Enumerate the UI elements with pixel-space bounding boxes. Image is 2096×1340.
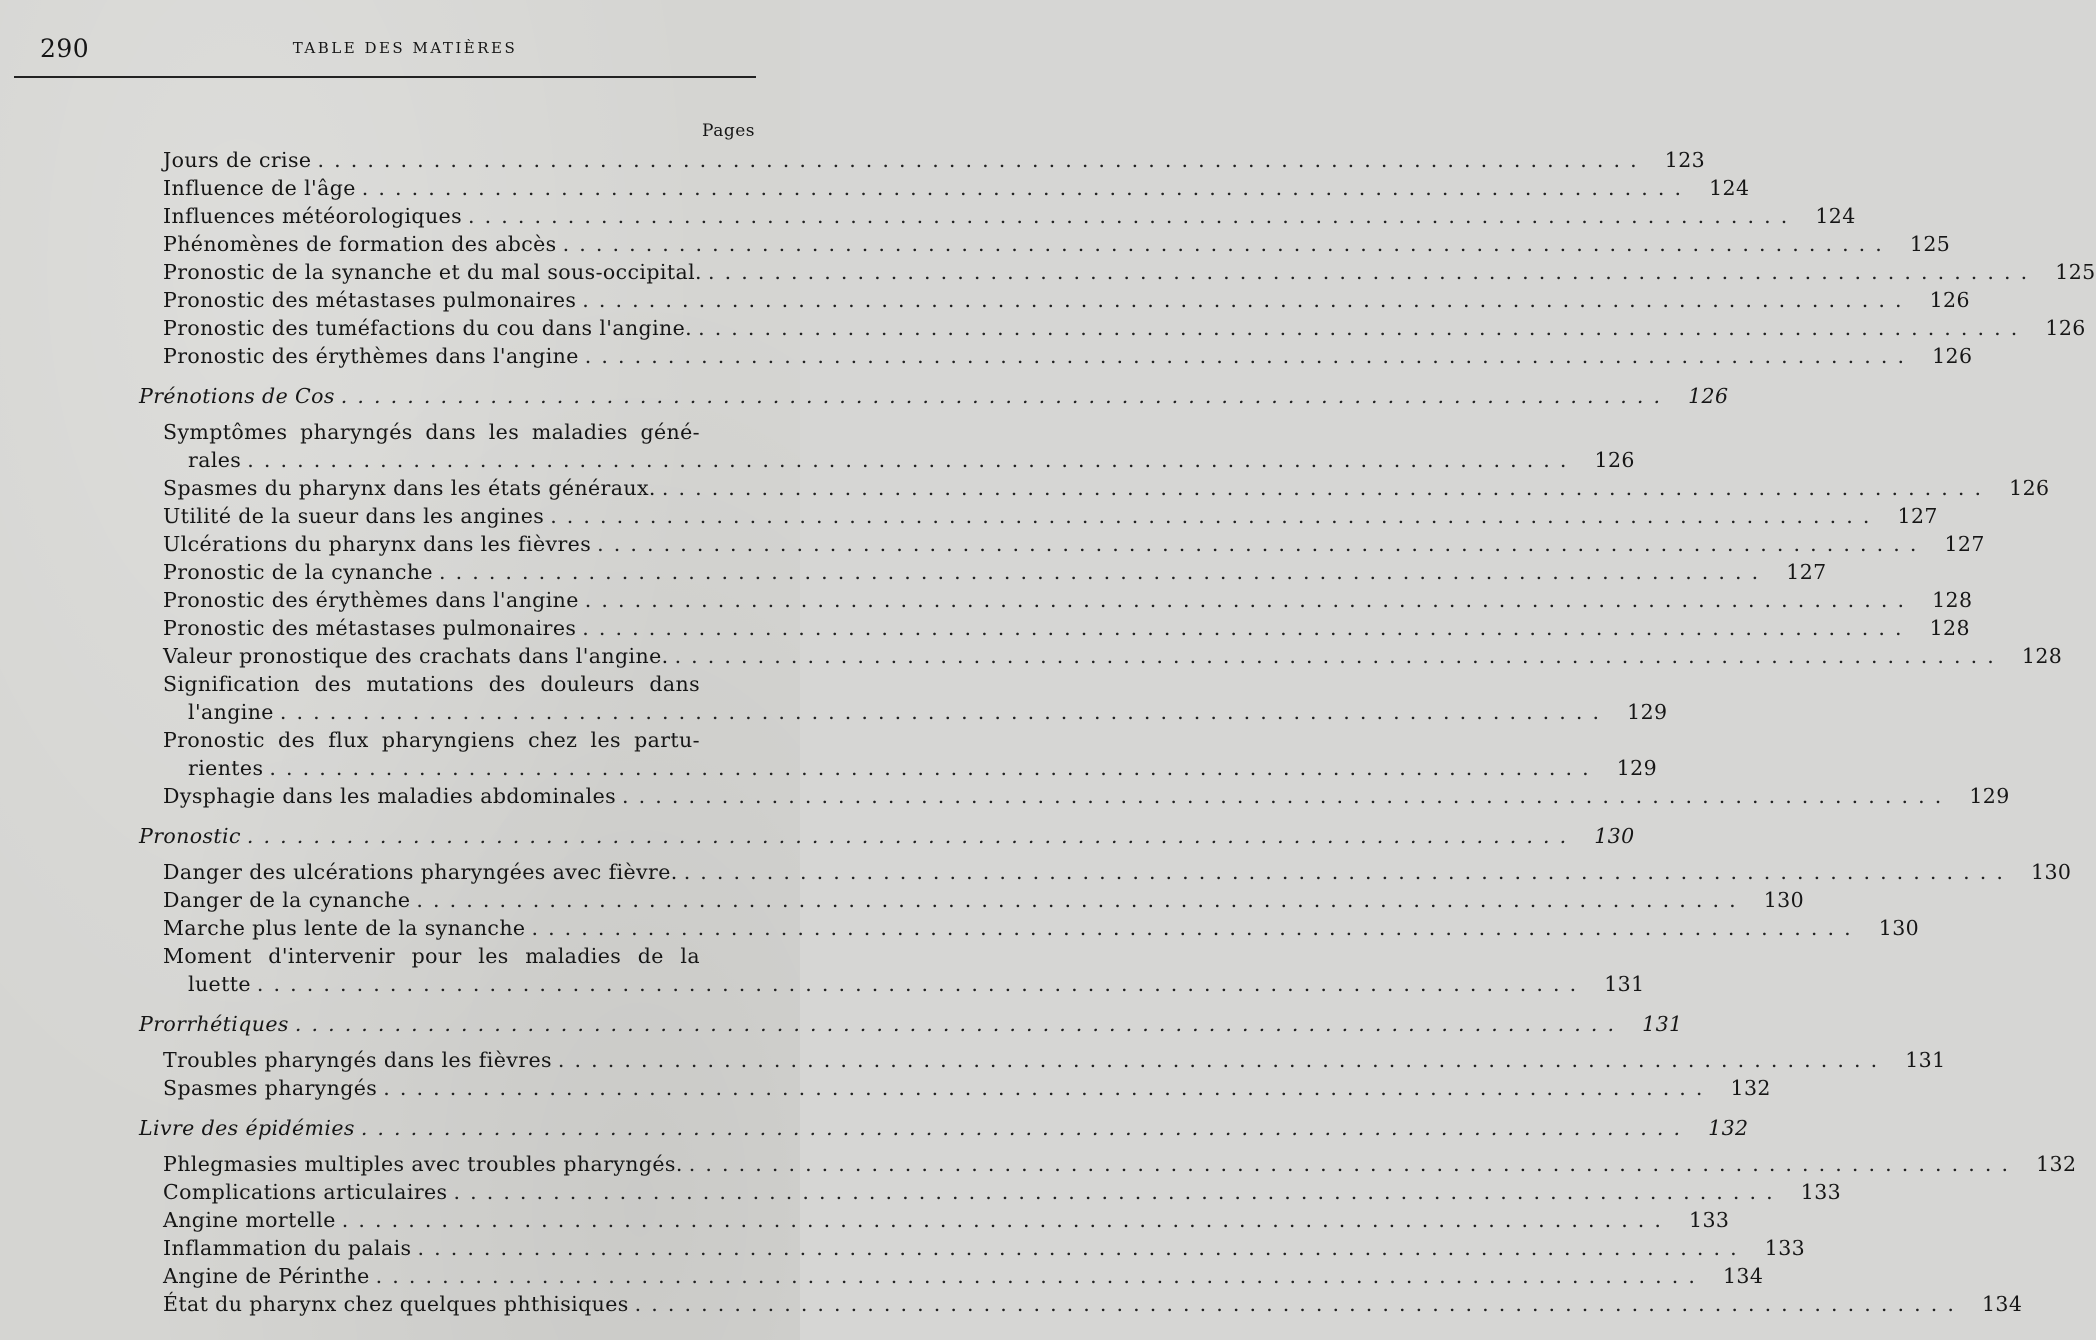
dot-leader: ................................................................................ <box>417 1236 1747 1260</box>
toc-entry <box>163 474 2050 502</box>
dot-leader: ................................................................................ <box>622 784 1952 808</box>
toc-entry-title: Livre des épidémies <box>139 1116 355 1140</box>
toc-line <box>163 174 1750 202</box>
toc-entry-title: Pronostic de la cynanche <box>163 560 433 584</box>
toc-line <box>163 202 1856 230</box>
dot-leader: ................................................................................ <box>341 1208 1672 1232</box>
toc-entry-first-line <box>163 670 757 698</box>
toc-entry <box>163 502 1938 530</box>
toc-entry-first-line <box>163 726 757 754</box>
dot-leader: ................................................................................ <box>562 232 1892 256</box>
toc-section-entry <box>139 382 1729 410</box>
toc-entry <box>163 1046 1946 1074</box>
toc-line <box>163 1074 1771 1102</box>
toc-entry-title: Moment d'intervenir pour les maladies de la <box>163 944 700 968</box>
dot-leader: ................................................................................ <box>557 1048 1888 1072</box>
dot-leader: ................................................................................ <box>438 560 1769 584</box>
toc-entry <box>163 314 2086 342</box>
toc-line <box>163 670 757 698</box>
toc-line <box>163 474 2050 502</box>
toc-page-number: 133 <box>1800 1180 1842 1204</box>
dot-leader: ................................................................................ <box>698 316 2028 340</box>
toc-entry-first-line <box>163 942 757 970</box>
toc-entry <box>163 1234 1806 1262</box>
toc-entry <box>163 1206 1730 1234</box>
toc-entry-title: Prorrhétiques <box>139 1012 289 1036</box>
toc-line <box>188 698 1668 726</box>
toc-page-number: 130 <box>2031 860 2072 884</box>
toc-entry-title: Pronostic des métastases pulmonaires <box>163 288 577 312</box>
toc-entry-title: Angine mortelle <box>163 1208 336 1232</box>
toc-line <box>163 614 1970 642</box>
dot-leader: ................................................................................ <box>279 700 1610 724</box>
toc-page-number: 123 <box>1664 148 1706 172</box>
toc-entry-title: Marche plus lente de la synanche <box>163 916 526 940</box>
dot-leader: ................................................................................ <box>269 756 1599 780</box>
toc-page-number: 128 <box>1929 616 1970 640</box>
toc-page-number: 129 <box>1616 756 1658 780</box>
toc-page-number: 134 <box>1981 1292 2023 1316</box>
toc-line <box>163 314 2086 342</box>
toc-line <box>163 942 757 970</box>
toc-entry-title: État du pharynx chez quelques phthisiques <box>163 1292 629 1316</box>
toc-page-number: 126 <box>2009 476 2050 500</box>
toc-line <box>163 258 2096 286</box>
toc-entry <box>163 530 1985 558</box>
toc-line <box>139 1114 1749 1142</box>
toc-line <box>163 286 1970 314</box>
toc-line <box>163 1206 1730 1234</box>
toc-entry <box>163 230 1951 258</box>
toc-entry-title: Inflammation du palais <box>163 1236 412 1260</box>
toc-entry-title: rientes <box>188 756 264 780</box>
toc-line <box>163 586 1973 614</box>
toc-page-number: 125 <box>2055 260 2096 284</box>
toc-entry-title: Influence de l'âge <box>163 176 356 200</box>
toc-line <box>188 970 1645 998</box>
toc-entry <box>163 1290 2023 1318</box>
toc-entry <box>163 202 1856 230</box>
toc-line <box>163 418 757 446</box>
toc-entry-title: Angine de Périnthe <box>163 1264 370 1288</box>
toc-entry-title: Pronostic des tuméfactions du cou dans l'angine. <box>163 316 693 340</box>
toc-section-entry <box>139 822 1635 850</box>
dot-leader: ................................................................................ <box>383 1076 1713 1100</box>
toc-line <box>163 342 1973 370</box>
dot-leader: ................................................................................ <box>375 1264 1705 1288</box>
dot-leader: ................................................................................ <box>582 616 1912 640</box>
toc-entry <box>163 558 1827 586</box>
toc-line <box>163 914 1920 942</box>
toc-entry-title: Phlegmasies multiples avec troubles pharyngés. <box>163 1152 683 1176</box>
toc-entry-continuation <box>188 754 1658 782</box>
dot-leader: ................................................................................ <box>246 824 1577 848</box>
toc-entry-title: Influences météorologiques <box>163 204 463 228</box>
toc-entry-title: rales <box>188 448 242 472</box>
pages-column-label: Pages <box>702 121 755 141</box>
toc-page-number: 129 <box>1627 700 1668 724</box>
dot-leader: ................................................................................ <box>707 260 2038 284</box>
toc-line <box>163 146 1706 174</box>
dot-leader: ................................................................................ <box>416 888 1746 912</box>
dot-leader: ................................................................................ <box>453 1180 1783 1204</box>
toc-page-number: 132 <box>1730 1076 1771 1100</box>
toc-entry <box>163 914 1920 942</box>
toc-page-number: 134 <box>1722 1264 1764 1288</box>
header-rule <box>14 76 756 78</box>
dot-leader: ................................................................................ <box>634 1292 1964 1316</box>
toc-entry <box>163 146 1706 174</box>
toc-entry-title: Pronostic des érythèmes dans l'angine <box>163 344 579 368</box>
toc-entry-title: Jours de crise <box>163 148 312 172</box>
toc-page-number: 133 <box>1764 1236 1806 1260</box>
page-header <box>40 34 760 68</box>
dot-leader: ................................................................................ <box>360 1116 1691 1140</box>
toc-line <box>139 822 1635 850</box>
toc-page-number: 124 <box>1709 176 1750 200</box>
dot-leader: ................................................................................ <box>683 860 2013 884</box>
toc-entry <box>163 342 1973 370</box>
toc-page-number: 128 <box>1932 588 1973 612</box>
page-number: 290 <box>40 34 90 63</box>
toc-entry-title: luette <box>188 972 251 996</box>
toc-line <box>188 754 1658 782</box>
toc-line <box>163 1290 2023 1318</box>
toc-entry <box>163 614 1970 642</box>
toc-page-number: 129 <box>1969 784 2010 808</box>
toc-line <box>163 1262 1764 1290</box>
toc-entry-title: Spasmes pharyngés <box>163 1076 378 1100</box>
dot-leader: ................................................................................ <box>597 532 1927 556</box>
toc-page-number: 131 <box>1604 972 1645 996</box>
toc-line <box>163 1234 1806 1262</box>
toc-entry-title: l'angine <box>188 700 274 724</box>
table-of-contents <box>0 146 2096 1318</box>
toc-entry <box>163 1074 1771 1102</box>
toc-page-number: 132 <box>1708 1116 1749 1140</box>
toc-entry-title: Dysphagie dans les maladies abdominales <box>163 784 617 808</box>
toc-entry-title: Utilité de la sueur dans les angines <box>163 504 545 528</box>
toc-entry-title: Pronostic de la synanche et du mal sous-occipital. <box>163 260 702 284</box>
toc-entry-title: Ulcérations du pharynx dans les fièvres <box>163 532 592 556</box>
toc-page-number: 126 <box>1929 288 1970 312</box>
dot-leader: ................................................................................ <box>256 972 1587 996</box>
toc-line <box>163 858 2072 886</box>
toc-entry-title: Phénomènes de formation des abcès <box>163 232 557 256</box>
toc-page-number: 130 <box>1763 888 1805 912</box>
toc-entry-title: Symptômes pharyngés dans les maladies géné- <box>163 420 700 444</box>
toc-page-number: 133 <box>1689 1208 1730 1232</box>
toc-entry-first-line <box>163 418 757 446</box>
toc-entry-title: Pronostic des métastases pulmonaires <box>163 616 577 640</box>
toc-entry <box>163 1262 1764 1290</box>
toc-entry-title: Spasmes du pharynx dans les états généraux. <box>163 476 656 500</box>
toc-page-number: 130 <box>1878 916 1920 940</box>
toc-page-number: 124 <box>1815 204 1856 228</box>
dot-leader: ................................................................................ <box>550 504 1880 528</box>
toc-page-number: 126 <box>2045 316 2086 340</box>
toc-page-number: 131 <box>1905 1048 1946 1072</box>
toc-page-number: 127 <box>1897 504 1938 528</box>
toc-line <box>188 446 1635 474</box>
toc-line <box>163 782 2010 810</box>
toc-page-number: 126 <box>1932 344 1973 368</box>
toc-page-number: 125 <box>1909 232 1951 256</box>
dot-leader: ................................................................................ <box>468 204 1798 228</box>
dot-leader: ................................................................................ <box>531 916 1861 940</box>
dot-leader: ................................................................................ <box>317 148 1647 172</box>
dot-leader: ................................................................................ <box>247 448 1577 472</box>
toc-page-number: 127 <box>1944 532 1985 556</box>
toc-entry <box>163 1150 2077 1178</box>
toc-entry-title: Complications articulaires <box>163 1180 448 1204</box>
toc-line <box>163 530 1985 558</box>
running-title: TABLE DES MATIÈRES <box>292 39 518 57</box>
toc-line <box>163 642 2063 670</box>
dot-leader: ................................................................................ <box>674 644 2004 668</box>
dot-leader: ................................................................................ <box>294 1012 1625 1036</box>
toc-entry <box>163 858 2072 886</box>
toc-section-entry <box>139 1010 1683 1038</box>
toc-line <box>163 1178 1842 1206</box>
toc-page-number: 128 <box>2021 644 2063 668</box>
toc-line <box>163 1150 2077 1178</box>
dot-leader: ................................................................................ <box>688 1152 2019 1176</box>
toc-line <box>139 1010 1683 1038</box>
toc-entry-continuation <box>188 446 1635 474</box>
toc-entry-title: Pronostic <box>139 824 241 848</box>
toc-entry-title: Prénotions de Cos <box>139 384 335 408</box>
toc-section-entry <box>139 1114 1749 1142</box>
toc-entry-title: Troubles pharyngés dans les fièvres <box>163 1048 552 1072</box>
toc-line <box>139 382 1729 410</box>
toc-entry <box>163 886 1805 914</box>
toc-page-number: 131 <box>1642 1012 1683 1036</box>
dot-leader: ................................................................................ <box>582 288 1912 312</box>
toc-entry-title: Valeur pronostique des crachats dans l'angine. <box>163 644 669 668</box>
toc-entry <box>163 586 1973 614</box>
dot-leader: ................................................................................ <box>584 588 1915 612</box>
dot-leader: ................................................................................ <box>584 344 1915 368</box>
toc-page-number: 130 <box>1594 824 1635 848</box>
toc-entry <box>163 642 2063 670</box>
dot-leader: ................................................................................ <box>361 176 1692 200</box>
toc-entry <box>163 782 2010 810</box>
toc-entry <box>163 258 2096 286</box>
toc-entry <box>163 1178 1842 1206</box>
toc-line <box>163 726 757 754</box>
toc-line <box>163 502 1938 530</box>
toc-page-number: 132 <box>2036 1152 2077 1176</box>
dot-leader: ................................................................................ <box>340 384 1671 408</box>
toc-entry <box>163 286 1970 314</box>
toc-line <box>163 230 1951 258</box>
toc-entry-title: Pronostic des flux pharyngiens chez les partu- <box>163 728 700 752</box>
dot-leader: ................................................................................ <box>661 476 1992 500</box>
toc-entry-continuation <box>188 698 1668 726</box>
toc-line <box>163 1046 1946 1074</box>
toc-page-number: 127 <box>1786 560 1827 584</box>
toc-entry-title: Danger des ulcérations pharyngées avec fièvre. <box>163 860 678 884</box>
toc-line <box>163 558 1827 586</box>
toc-entry-continuation <box>188 970 1645 998</box>
toc-entry <box>163 174 1750 202</box>
toc-entry-title: Signification des mutations des douleurs dans <box>163 672 700 696</box>
toc-page-number: 126 <box>1594 448 1635 472</box>
toc-page-number: 126 <box>1688 384 1729 408</box>
toc-entry-title: Danger de la cynanche <box>163 888 411 912</box>
toc-entry-title: Pronostic des érythèmes dans l'angine <box>163 588 579 612</box>
toc-line <box>163 886 1805 914</box>
